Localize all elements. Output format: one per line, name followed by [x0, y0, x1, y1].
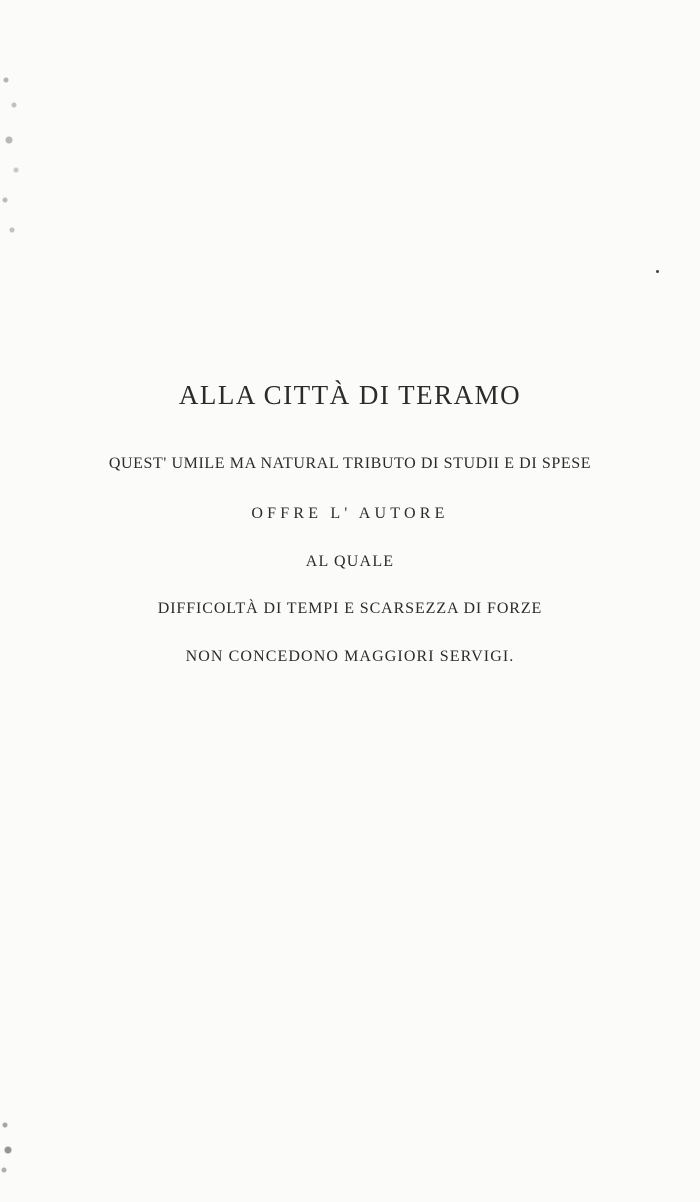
- dedication-line-3: AL QUALE: [305, 553, 395, 570]
- dedication-title: ALLA CITTÀ DI TERAMO: [178, 380, 522, 410]
- dedication-line-1: QUEST' UMILE MA NATURAL TRIBUTO DI STUDII E DI SPESE: [108, 455, 592, 472]
- dedication-line-5: NON CONCEDONO MAGGIORI SERVIGI.: [185, 648, 515, 665]
- dedication-line-2: OFFRE L' AUTORE: [251, 505, 449, 522]
- scan-artifact-bottom: [0, 1110, 24, 1180]
- scan-speck: [656, 270, 659, 273]
- scan-artifact-top: [0, 60, 24, 260]
- dedication-line-4: DIFFICOLTÀ DI TEMPI E SCARSEZZA DI FORZE: [157, 600, 543, 617]
